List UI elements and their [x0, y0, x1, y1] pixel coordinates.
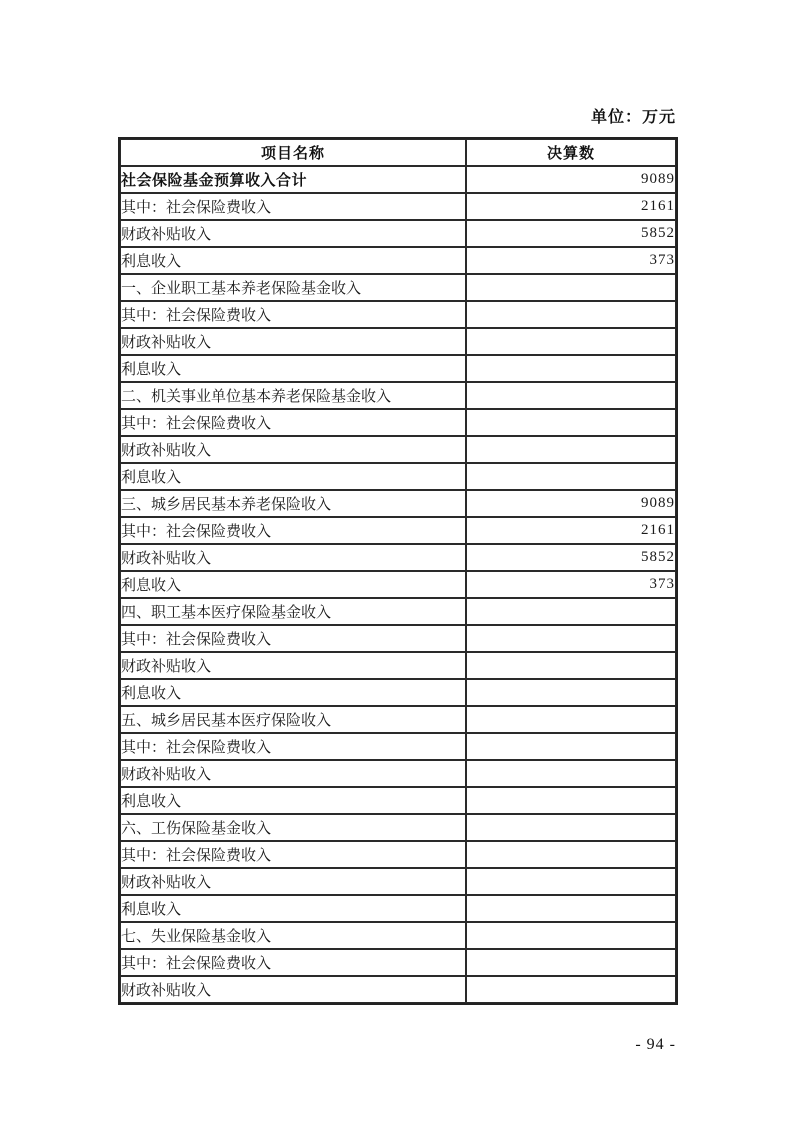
table-row: [120, 976, 676, 1003]
value-cell: [466, 436, 676, 463]
item-name-cell: 利息收入: [120, 787, 466, 814]
item-name-cell: 五、城乡居民基本医疗保险收入: [120, 706, 466, 733]
table-row: [120, 166, 676, 193]
table-row: [120, 490, 676, 517]
item-name-cell: 财政补贴收入: [120, 436, 466, 463]
item-name-cell: 其中：社会保险费收入: [120, 841, 466, 868]
item-name-cell: 六、工伤保险基金收入: [120, 814, 466, 841]
value-cell: [466, 787, 676, 814]
item-name-cell: 四、职工基本医疗保险基金收入: [120, 598, 466, 625]
value-cell: [466, 625, 676, 652]
value-cell: 9089: [466, 166, 676, 193]
table-row: [120, 733, 676, 760]
table-row: [120, 679, 676, 706]
item-name-cell: 财政补贴收入: [120, 976, 466, 1003]
value-cell: [466, 598, 676, 625]
value-cell: 9089: [466, 490, 676, 517]
table-row: [120, 868, 676, 895]
value-cell: [466, 922, 676, 949]
value-cell: 373: [466, 247, 676, 274]
item-name-cell: 二、机关事业单位基本养老保险基金收入: [120, 382, 466, 409]
item-name-cell: 利息收入: [120, 679, 466, 706]
item-name-cell: 利息收入: [120, 463, 466, 490]
value-cell: [466, 679, 676, 706]
value-cell: [466, 463, 676, 490]
table-row: [120, 652, 676, 679]
table-row: [120, 787, 676, 814]
item-name-cell: 三、城乡居民基本养老保险收入: [120, 490, 466, 517]
item-name-cell: 其中：社会保险费收入: [120, 193, 466, 220]
item-name-cell: 财政补贴收入: [120, 868, 466, 895]
table-row: [120, 409, 676, 436]
value-cell: [466, 976, 676, 1003]
value-cell: [466, 382, 676, 409]
item-name-cell: 七、失业保险基金收入: [120, 922, 466, 949]
item-name-cell: 财政补贴收入: [120, 760, 466, 787]
value-cell: 2161: [466, 193, 676, 220]
value-cell: [466, 706, 676, 733]
value-cell: [466, 652, 676, 679]
table-row: [120, 301, 676, 328]
unit-label: 单位：万元: [590, 109, 676, 126]
budget-table: [118, 137, 678, 1005]
item-name-cell: 财政补贴收入: [120, 220, 466, 247]
table-row: [120, 382, 676, 409]
table-row: [120, 436, 676, 463]
value-cell: [466, 949, 676, 976]
item-name-cell: 其中：社会保险费收入: [120, 625, 466, 652]
item-name-cell: 其中：社会保险费收入: [120, 733, 466, 760]
value-cell: [466, 895, 676, 922]
table-header-row: [120, 139, 676, 166]
table-row: [120, 274, 676, 301]
page-number: - 94 -: [635, 1036, 676, 1053]
table-row: [120, 598, 676, 625]
item-name-cell: 利息收入: [120, 895, 466, 922]
item-name-cell: 利息收入: [120, 355, 466, 382]
column-header-item-name: 项目名称: [120, 139, 466, 166]
value-cell: [466, 274, 676, 301]
table-row: [120, 949, 676, 976]
table-row: [120, 220, 676, 247]
table-row: [120, 895, 676, 922]
item-name-cell: 财政补贴收入: [120, 652, 466, 679]
column-header-final-amount: 决算数: [466, 139, 676, 166]
value-cell: 5852: [466, 544, 676, 571]
table-header: [120, 139, 676, 166]
table-row: [120, 328, 676, 355]
value-cell: [466, 814, 676, 841]
table-row: [120, 355, 676, 382]
table-row: [120, 463, 676, 490]
item-name-cell: 利息收入: [120, 571, 466, 598]
table-row: [120, 247, 676, 274]
item-name-cell: 财政补贴收入: [120, 328, 466, 355]
item-name-cell: 利息收入: [120, 247, 466, 274]
item-name-cell: 其中：社会保险费收入: [120, 301, 466, 328]
item-name-cell: 其中：社会保险费收入: [120, 517, 466, 544]
value-cell: [466, 355, 676, 382]
value-cell: [466, 868, 676, 895]
table-row: [120, 571, 676, 598]
table-row: [120, 517, 676, 544]
table-body: [120, 166, 676, 1003]
item-name-cell: 其中：社会保险费收入: [120, 409, 466, 436]
value-cell: 373: [466, 571, 676, 598]
table-row: [120, 625, 676, 652]
table-row: [120, 922, 676, 949]
value-cell: [466, 409, 676, 436]
table-row: [120, 841, 676, 868]
value-cell: 2161: [466, 517, 676, 544]
item-name-cell: 其中：社会保险费收入: [120, 949, 466, 976]
table-row: [120, 193, 676, 220]
value-cell: [466, 733, 676, 760]
value-cell: [466, 328, 676, 355]
value-cell: 5852: [466, 220, 676, 247]
item-name-cell: 一、企业职工基本养老保险基金收入: [120, 274, 466, 301]
value-cell: [466, 301, 676, 328]
value-cell: [466, 760, 676, 787]
table-row: [120, 706, 676, 733]
table-row: [120, 814, 676, 841]
table-row: [120, 760, 676, 787]
item-name-cell: 财政补贴收入: [120, 544, 466, 571]
item-name-cell: 社会保险基金预算收入合计: [120, 166, 466, 193]
table-row: [120, 544, 676, 571]
value-cell: [466, 841, 676, 868]
